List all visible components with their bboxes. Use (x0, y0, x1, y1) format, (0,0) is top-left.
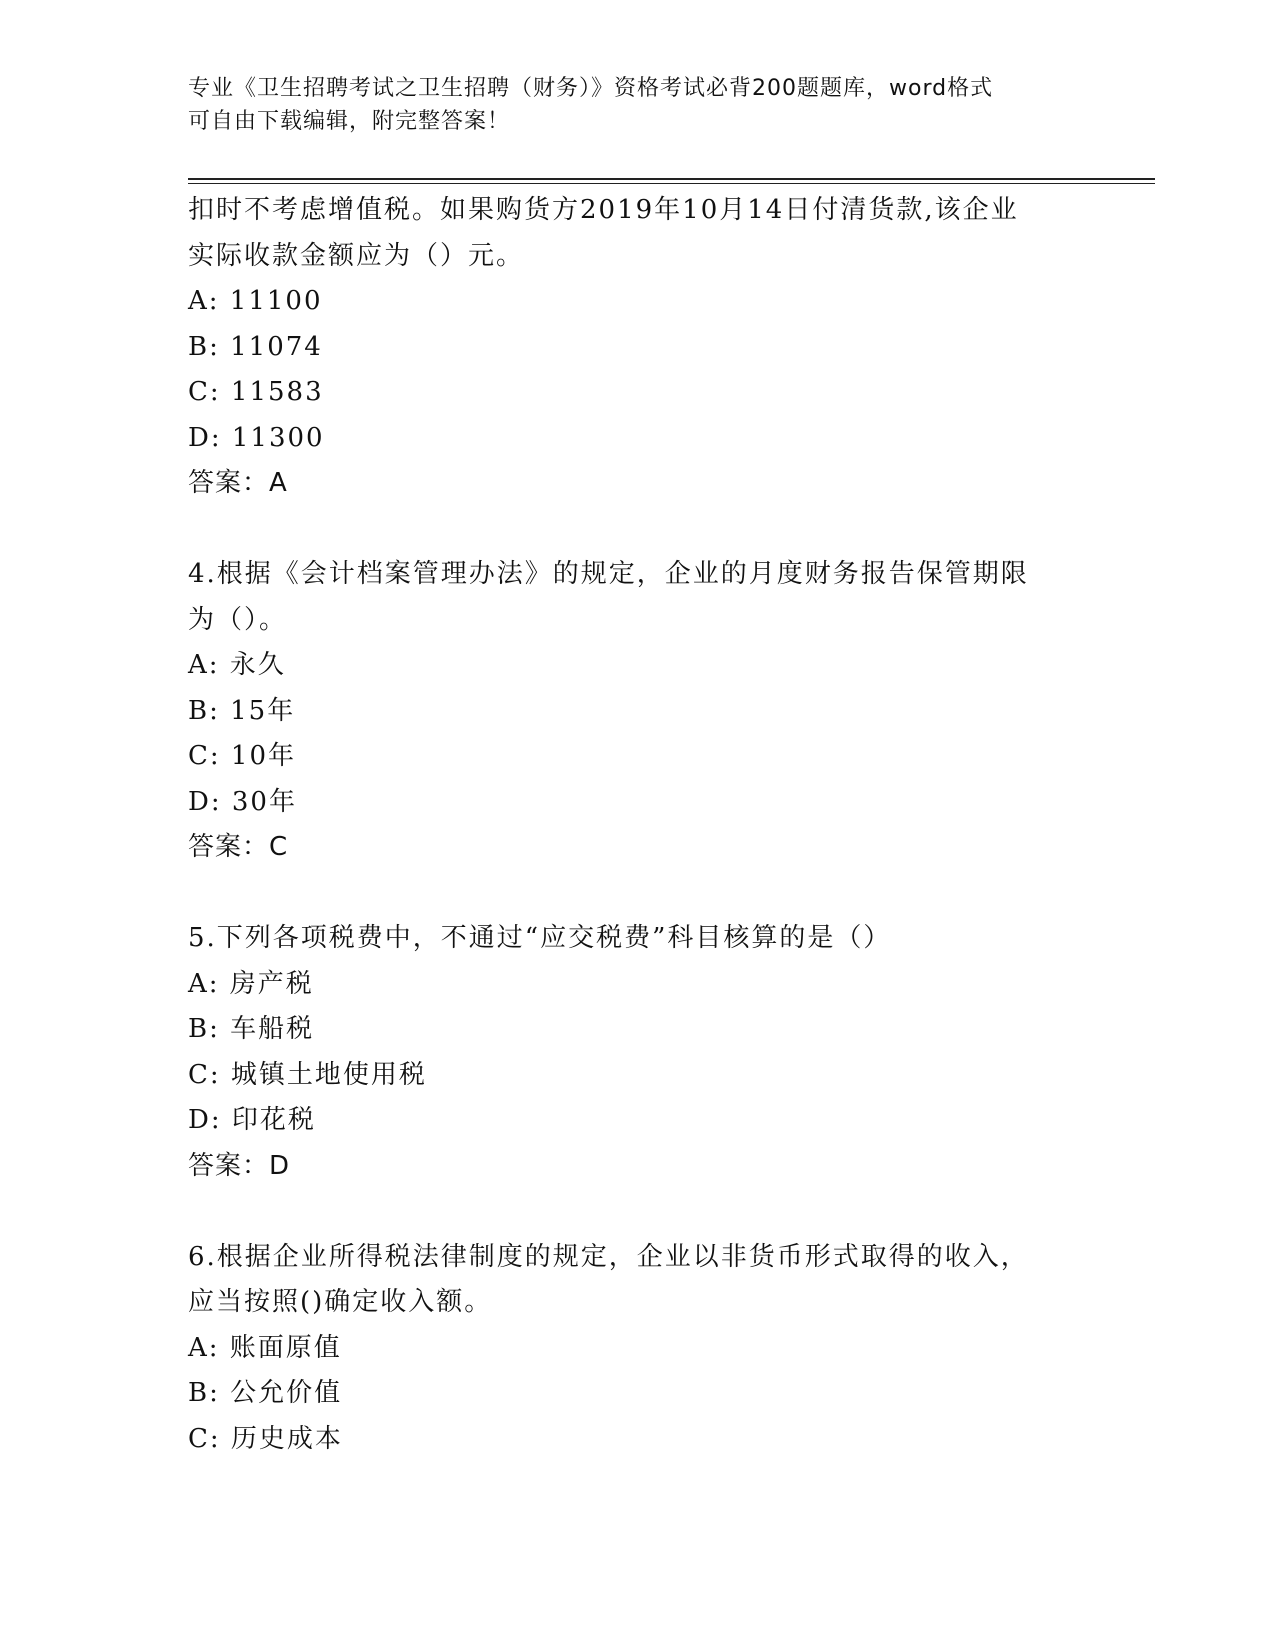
question-6 (188, 1235, 1088, 1463)
question-stem-line: 5.下列各项税费中，不通过“应交税费”科目核算的是（） (188, 923, 892, 953)
question-5 (188, 916, 1088, 1189)
option-b: B: 11074 (188, 331, 323, 362)
question-list (188, 188, 1088, 1462)
option-b: B: 15年 (188, 695, 296, 726)
option-c: C: 城镇土地使用税 (188, 1059, 427, 1090)
answer-line: 答案：A (188, 468, 288, 498)
question-stem-line: 4.根据《会计档案管理办法》的规定，企业的月度财务报告保管期限 (188, 559, 1029, 589)
option-a: A: 永久 (188, 650, 286, 680)
question-gap (188, 871, 1088, 917)
question-stem-line: 应当按照()确定收入额。 (188, 1287, 493, 1317)
header-line-2: 可自由下载编辑，附完整答案！ (188, 109, 511, 134)
answer-line: 答案：C (188, 832, 289, 862)
option-d: D: 30年 (188, 786, 297, 817)
question-gap (188, 1189, 1088, 1235)
option-a: A: 账面原值 (188, 1332, 342, 1363)
question-3 (188, 188, 1088, 507)
header-divider-thick (188, 178, 1155, 180)
option-c: C: 10年 (188, 741, 297, 771)
header-line-1: 专业《卫生招聘考试之卫生招聘（财务）》资格考试必背200题题库，word格式 (188, 76, 994, 101)
option-a: A: 11100 (188, 286, 323, 316)
question-stem-line: 6.根据企业所得税法律制度的规定，企业以非货币形式取得的收入， (188, 1241, 1029, 1272)
question-gap (188, 507, 1088, 553)
option-c: C: 历史成本 (188, 1423, 343, 1454)
question-stem-line: 扣时不考虑增值税。如果购货方2019年10月14日付清货款,该企业 (188, 195, 1019, 225)
answer-line: 答案：D (188, 1150, 291, 1181)
option-d: D: 印花税 (188, 1105, 316, 1135)
question-stem-line: 为（）。 (188, 604, 288, 635)
document-header (188, 72, 1088, 138)
option-a: A: 房产税 (188, 968, 314, 999)
question-stem-line: 实际收款金额应为（）元。 (188, 240, 525, 271)
header-divider-thin (188, 183, 1155, 184)
option-b: B: 公允价值 (188, 1378, 343, 1408)
question-4 (188, 552, 1088, 871)
option-b: B: 车船税 (188, 1014, 315, 1044)
option-d: D: 11300 (188, 422, 325, 453)
option-c: C: 11583 (188, 377, 324, 407)
